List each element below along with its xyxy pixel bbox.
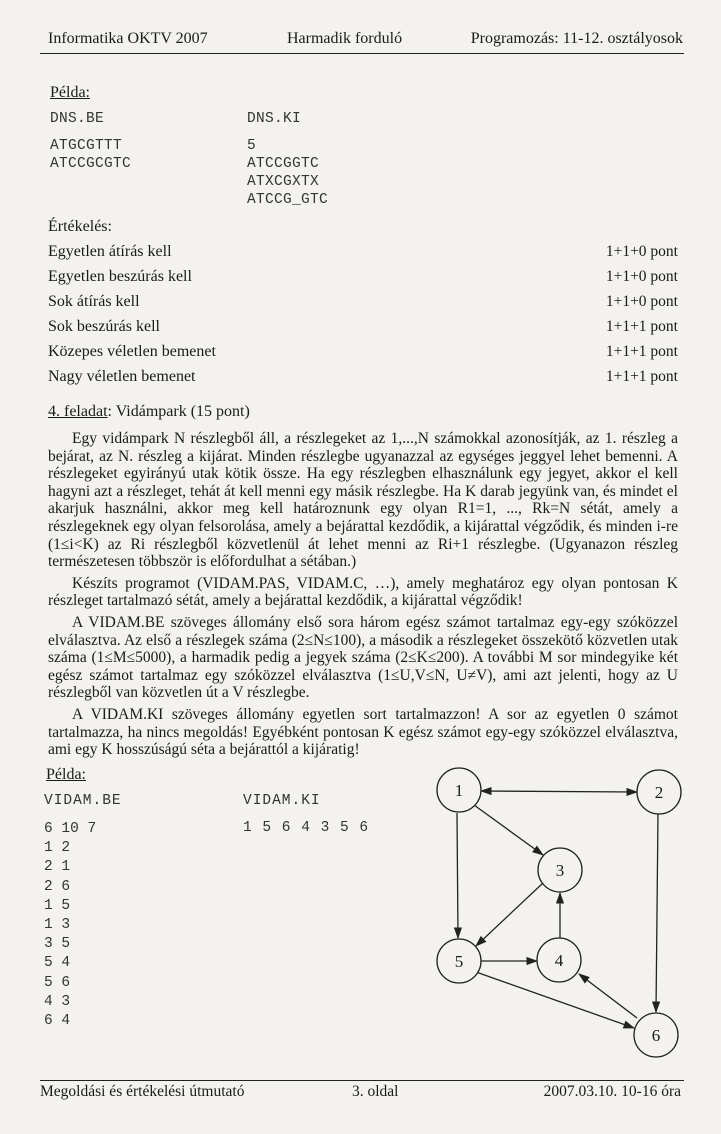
- example1-out-line: 5: [247, 138, 257, 154]
- example2-in-line: 1 3: [44, 917, 71, 934]
- graph-node-label: 3: [555, 861, 565, 880]
- example2-in-line: 5 4: [44, 955, 71, 972]
- example2-in-line: 3 5: [44, 936, 71, 953]
- task4-paragraph: Készíts programot (VIDAM.PAS, VIDAM.C, …), amely meghatároz egy olyan pontosan K részleget tartalmazó sétát, amely a bejárattal kezdődik, a kijárattal végződik!: [48, 574, 678, 610]
- example2-in-line: 6 10 7: [44, 821, 97, 837]
- header-right: Programozás: 11-12. osztályosok: [470, 30, 683, 47]
- example2-in-line: 1 2: [44, 840, 71, 857]
- graph-node-label: 4: [554, 951, 564, 970]
- evaluation-row-label: Nagy véletlen bemenet: [48, 368, 196, 385]
- example2-in-line: 5 6: [44, 974, 71, 991]
- graph-edge: [457, 813, 458, 938]
- graph-edge: [474, 805, 543, 855]
- footer-rule: [40, 1080, 684, 1081]
- graph-edge: [481, 791, 637, 792]
- example2-in-line: 2 1: [44, 859, 71, 876]
- graph-edge: [476, 883, 543, 946]
- example1-out-line: ATXCGXTX: [247, 174, 320, 190]
- evaluation-row-label: Sok beszúrás kell: [48, 318, 160, 335]
- graph-node-label: 2: [654, 783, 664, 802]
- evaluation-row-label: Közepes véletlen bemenet: [48, 343, 216, 360]
- evaluation-row-score: 1+1+1 pont: [605, 318, 678, 335]
- task4-label: 4. feladat: [48, 403, 108, 420]
- header-left: Informatika OKTV 2007: [48, 30, 208, 47]
- example2-in-line: 1 5: [44, 897, 71, 914]
- graph-node-label: 1: [454, 781, 464, 800]
- graph-node-label: 6: [651, 1026, 661, 1045]
- example2-out-line: 1 5 6 4 3 5 6: [243, 820, 370, 836]
- graph-edge: [656, 813, 658, 1012]
- evaluation-row-score: 1+1+1 pont: [605, 368, 678, 385]
- task4-title: : Vidámpark (15 pont): [107, 403, 250, 420]
- footer-left: Megoldási és értékelési útmutató: [40, 1083, 245, 1100]
- example2-in-line: 4 3: [44, 993, 71, 1010]
- example2-title: Példa:: [46, 766, 86, 783]
- footer-center: 3. oldal: [352, 1083, 399, 1100]
- evaluation-row-label: Sok átírás kell: [48, 293, 140, 310]
- header-center: Harmadik forduló: [287, 30, 403, 47]
- example2-in-line: 6 4: [44, 1013, 71, 1030]
- graph-node-label: 5: [454, 952, 464, 971]
- example1-in-line: ATGCGTTT: [50, 138, 123, 154]
- evaluation-row-label: Egyetlen átírás kell: [48, 243, 172, 260]
- evaluation-row-score: 1+1+0 pont: [605, 243, 678, 260]
- example1-in-file: DNS.BE: [50, 111, 105, 127]
- example1-out-file: DNS.KI: [247, 111, 302, 127]
- task4-paragraph: Egy vidámpark N részlegből áll, a részlegeket az 1,...,N számokkal azonosítják, az 1. részleg a bejárat, az N. részleg a kijárat. Minden részlegbe ugyanazzal az egységes jeggyel lehet bemenni. A részlegeket egyirányú utak kötik össze. Ha egy részlegben elhasználunk egy jegyet, akkor el kell hagyni azt a részleget, tehát át kell menni egy másik részlegbe. Ha K darab jegyünk van, és mindet el akarjuk használni, akkor meg kell határoznunk egy olyan R1=1, ..., Rk=N sétát, amely a részlegeknek egy olyan felsorolása, amely a bejárattal kezdődik, a kijárattal végződik, és minden i-re (1≤i<K) az Ri részlegből közvetlenül át lehet menni az Ri+1 részlegbe. (Ugyanazon részleg természetesen többször is előfordulhat a sétában.): [48, 430, 678, 571]
- example1-in-line: ATCCGCGTC: [50, 156, 132, 172]
- task4-paragraph: A VIDAM.KI szöveges állomány egyetlen sort tartalmazzon! A sor az egyetlen 0 számot tartalmazza, ha nincs megoldás! Egyébként pontosan K egész számot egy-egy szóközzel elválasztva, ami egy K hosszúságú séta a bejárattól a kijáratig!: [48, 705, 678, 759]
- evaluation-row-score: 1+1+1 pont: [605, 343, 678, 360]
- example1-out-line: ATCCG_GTC: [247, 192, 329, 208]
- evaluation-row-score: 1+1+0 pont: [605, 293, 678, 310]
- example2-out-file: VIDAM.KI: [243, 793, 321, 809]
- evaluation-row-score: 1+1+0 pont: [605, 268, 678, 285]
- footer-right: 2007.03.10. 10-16 óra: [543, 1083, 681, 1100]
- example1-title: Példa:: [50, 84, 90, 101]
- evaluation-title: Értékelés:: [48, 218, 112, 235]
- example1-out-line: ATCCGGTC: [247, 156, 320, 172]
- task4-paragraph: A VIDAM.BE szöveges állomány első sora három egész számot tartalmaz egy-egy szóközzel elválasztva. Az első a részlegek száma (2≤N≤100), a második a részlegeket összekötő közvetlen utak száma (1≤M≤5000), a harmadik pedig a jegyek száma (2≤K≤200). A további M sor mindegyike két egész számot tartalmaz egy szóközzel elválasztva (1≤U,V≤N, U≠V), ami azt jelenti, hogy az U részlegből van közvetlen út a V részlegbe.: [48, 613, 678, 702]
- evaluation-row-label: Egyetlen beszúrás kell: [48, 268, 192, 285]
- example2-in-line: 2 6: [44, 878, 71, 895]
- example2-in-file: VIDAM.BE: [44, 793, 122, 809]
